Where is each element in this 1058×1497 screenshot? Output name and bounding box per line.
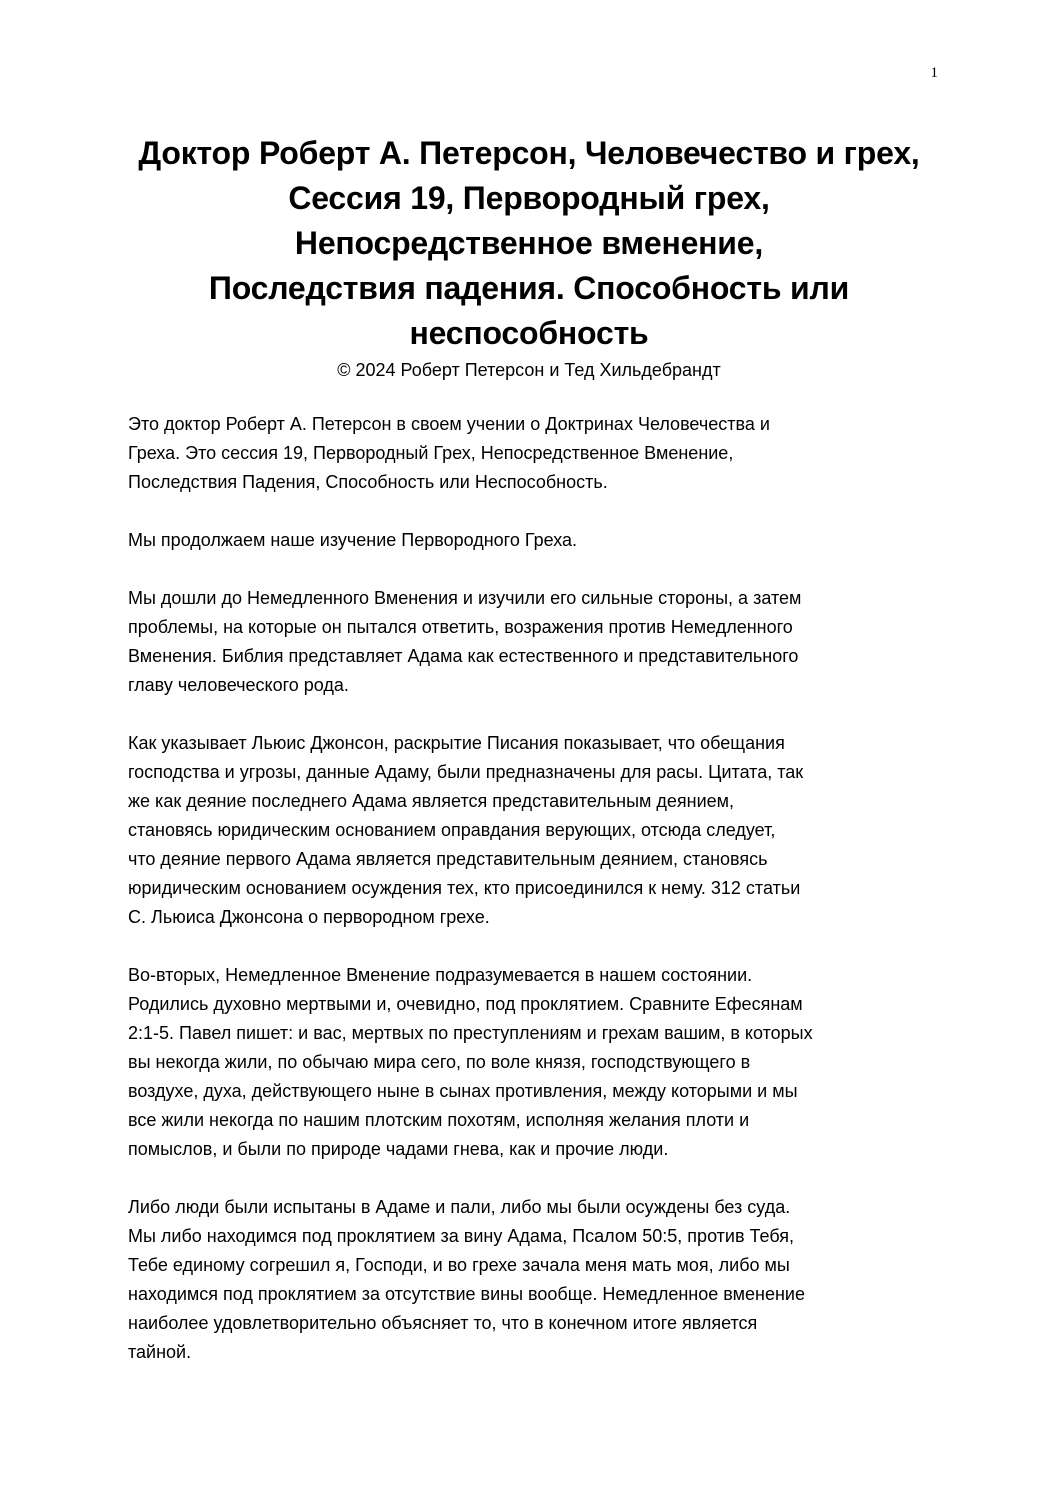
text-line: проблемы, на которые он пытался ответить, возражения против Немедленного (128, 617, 793, 637)
text-line: С. Льюиса Джонсона о первородном грехе. (128, 907, 490, 927)
title-line: Последствия падения. Способность или (208, 270, 850, 306)
text-line: вы некогда жили, по обычаю мира сего, по воле князя, господствующего в (128, 1052, 751, 1072)
text-line: Мы либо находимся под проклятием за вину Адама, Псалом 50:5, против Тебя, (128, 1226, 794, 1246)
text-line: что деяние первого Адама является представительным деянием, становясь (128, 849, 768, 869)
text-line: Последствия Падения, Способность или Неспособность. (128, 472, 608, 492)
text-line: Тебе единому согрешил я, Господи, и во грехе зачала меня мать моя, либо мы (128, 1255, 790, 1275)
title-line: неспособность (409, 315, 649, 351)
title-line: Доктор Роберт А. Петерсон, Человечество и грех, (138, 135, 920, 171)
paragraph-psalm (128, 1193, 940, 1367)
text-line: находимся под проклятием за отсутствие вины вообще. Немедленное вменение (128, 1284, 805, 1304)
text-line: все жили некогда по нашим плотским похотям, исполняя желания плоти и (128, 1110, 750, 1130)
text-line: 2:1-5. Павел пишет: и вас, мертвых по преступлениям и грехам вашим, в которых (128, 1023, 813, 1043)
title-line: Непосредственное вменение, (294, 225, 764, 261)
text-line: помыслов, и были по природе чадами гнева, как и прочие люди. (128, 1139, 669, 1159)
text-line: Мы дошли до Немедленного Вменения и изучили его сильные стороны, а затем (128, 588, 802, 608)
text-line: Греха. Это сессия 19, Первородный Грех, Непосредственное Вменение, (128, 443, 734, 463)
paragraph-intro (128, 410, 940, 497)
text-line: наиболее удовлетворительно объясняет то, что в конечном итоге является (128, 1313, 758, 1333)
text-line: главу человеческого рода. (128, 675, 349, 695)
text-line: юридическим основанием осуждения тех, кто присоединился к нему. 312 статьи (128, 878, 801, 898)
paragraph-continue (128, 526, 940, 555)
paragraph-lewis-johnson (128, 729, 940, 932)
text-line: Мы продолжаем наше изучение Первородного Греха. (128, 530, 578, 550)
text-line: Родились духовно мертвыми и, очевидно, под проклятием. Сравните Ефесянам (128, 994, 803, 1014)
text-line: Во-вторых, Немедленное Вменение подразумевается в нашем состоянии. (128, 965, 753, 985)
text-line: Вменения. Библия представляет Адама как естественного и представительного (128, 646, 799, 666)
paragraph-ephesians (128, 961, 940, 1164)
text-line: Это доктор Роберт А. Петерсон в своем учении о Доктринах Человечества и (128, 414, 770, 434)
copyright-notice: © 2024 Роберт Петерсон и Тед Хильдебрандт (337, 360, 721, 380)
page-number: 1 (930, 65, 938, 81)
text-line: тайной. (128, 1342, 192, 1362)
text-line: Либо люди были испытаны в Адаме и пали, либо мы были осуждены без суда. (128, 1197, 791, 1217)
document-body (128, 410, 940, 1396)
paragraph-immediate-imputation (128, 584, 940, 700)
text-line: же как деяние последнего Адама является представительным деянием, (128, 791, 735, 811)
text-line: становясь юридическим основанием оправдания верующих, отсюда следует, (128, 820, 776, 840)
document-title (100, 131, 958, 356)
title-line: Сессия 19, Первородный грех, (288, 180, 770, 216)
text-line: Как указывает Льюис Джонсон, раскрытие Писания показывает, что обещания (128, 733, 785, 753)
text-line: господства и угрозы, данные Адаму, были предназначены для расы. Цитата, так (128, 762, 804, 782)
text-line: воздухе, духа, действующего ныне в сынах противления, между которыми и мы (128, 1081, 798, 1101)
